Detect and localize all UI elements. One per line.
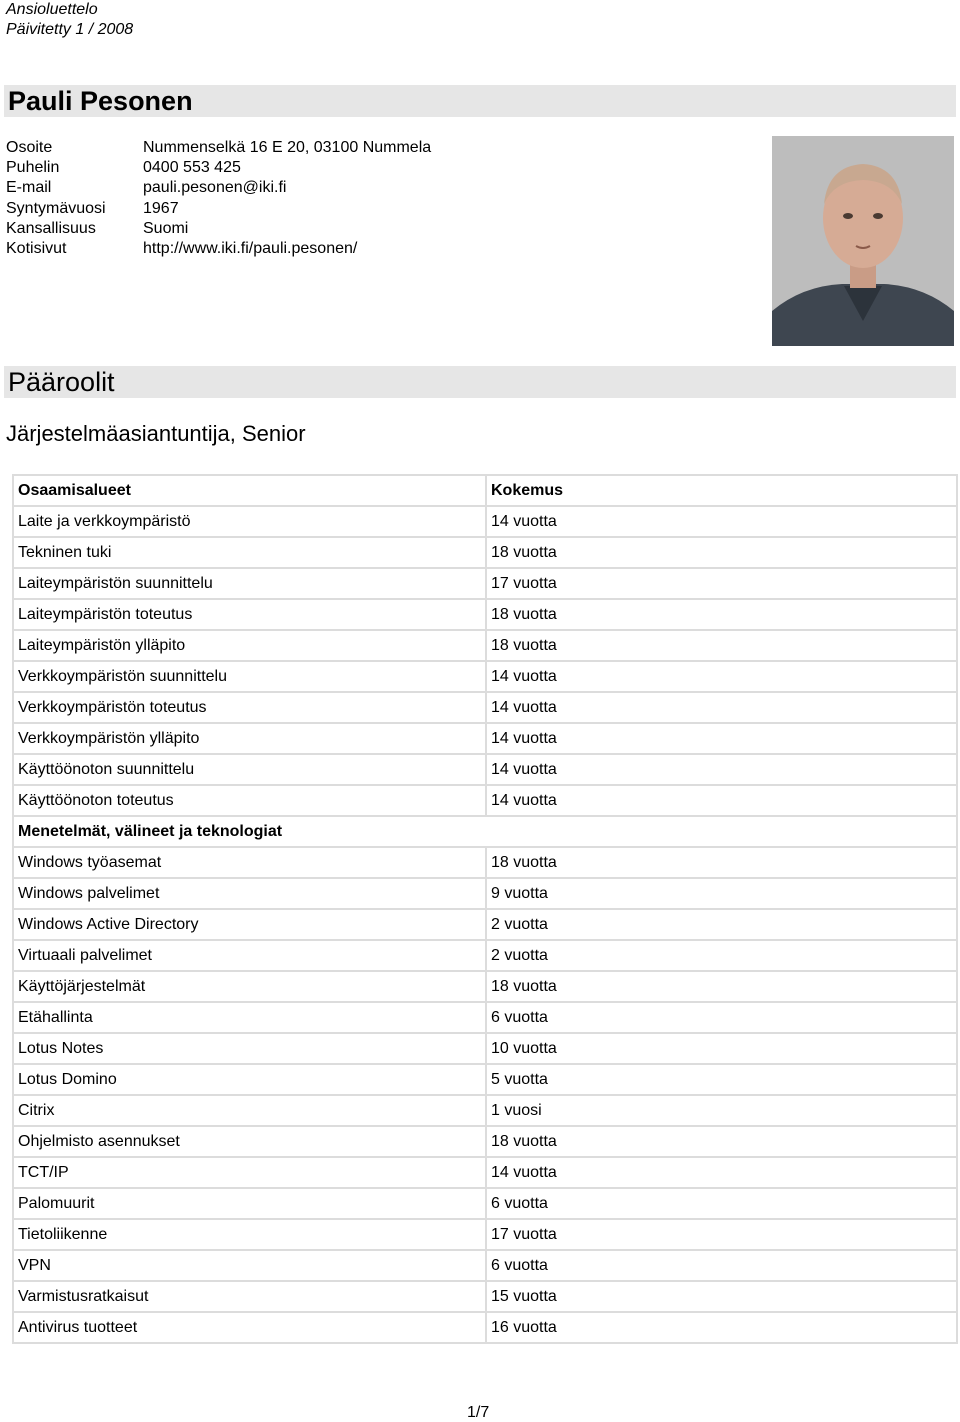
skill-area: VPN (13, 1250, 486, 1281)
portrait-illustration (772, 136, 954, 346)
skill-experience: 5 vuotta (486, 1064, 957, 1095)
table-row (13, 1188, 957, 1219)
table-row (13, 909, 957, 940)
skill-area: Windows työasemat (13, 847, 486, 878)
document-title: Ansioluettelo (6, 1, 98, 18)
skill-experience: 18 vuotta (486, 630, 957, 661)
skill-experience: 18 vuotta (486, 599, 957, 630)
skill-area: Virtuaali palvelimet (13, 940, 486, 971)
skill-area: Windows palvelimet (13, 878, 486, 909)
table-row (13, 1157, 957, 1188)
skill-experience: 16 vuotta (486, 1312, 957, 1343)
skill-area: Verkkoympäristön ylläpito (13, 723, 486, 754)
contact-value: Nummenselkä 16 E 20, 03100 Nummela (143, 139, 432, 156)
skill-experience: 17 vuotta (486, 568, 957, 599)
table-row (13, 723, 957, 754)
skill-experience: 2 vuotta (486, 940, 957, 971)
skill-experience: 18 vuotta (486, 847, 957, 878)
page-number: 1/7 (467, 1404, 490, 1421)
skill-experience: 18 vuotta (486, 1126, 957, 1157)
person-name: Pauli Pesonen (8, 86, 193, 116)
skill-area: Laiteympäristön ylläpito (13, 630, 486, 661)
skill-experience: 14 vuotta (486, 661, 957, 692)
contact-row-email (6, 178, 431, 198)
skill-area: Windows Active Directory (13, 909, 486, 940)
skill-experience: 6 vuotta (486, 1250, 957, 1281)
contact-row-address (6, 138, 431, 158)
main-roles-heading: Pääroolit (8, 367, 115, 397)
skill-area: Antivirus tuotteet (13, 1312, 486, 1343)
column-header-area: Osaamisalueet (13, 475, 486, 506)
skill-area: Lotus Notes (13, 1033, 486, 1064)
contact-label: Kansallisuus (6, 219, 96, 237)
skill-experience: 14 vuotta (486, 754, 957, 785)
table-row (13, 599, 957, 630)
skill-experience: 14 vuotta (486, 506, 957, 537)
skill-area: Citrix (13, 1095, 486, 1126)
skill-area: Verkkoympäristön suunnittelu (13, 661, 486, 692)
skill-experience: 18 vuotta (486, 537, 957, 568)
table-row (13, 1064, 957, 1095)
skill-experience: 6 vuotta (486, 1002, 957, 1033)
table-row (13, 1033, 957, 1064)
table-row (13, 878, 957, 909)
table-row (13, 1219, 957, 1250)
skill-area: Tekninen tuki (13, 537, 486, 568)
document-header (6, 0, 133, 40)
contact-value: http://www.iki.fi/pauli.pesonen/ (143, 240, 358, 258)
column-header-experience: Kokemus (486, 475, 957, 506)
skill-area: Varmistusratkaisut (13, 1281, 486, 1312)
skill-experience: 18 vuotta (486, 971, 957, 1002)
table-row (13, 1281, 957, 1312)
table-row (13, 630, 957, 661)
contact-value: 0400 553 425 (143, 159, 241, 177)
skill-area: Käyttöönoton suunnittelu (13, 754, 486, 785)
contact-label: Syntymävuosi (6, 199, 106, 217)
table-header-row (13, 475, 957, 506)
skill-area: Etähallinta (13, 1002, 486, 1033)
table-row (13, 537, 957, 568)
contact-value: pauli.pesonen@iki.fi (143, 179, 287, 197)
skill-experience: 9 vuotta (486, 878, 957, 909)
table-row (13, 1095, 957, 1126)
skills-table (12, 474, 958, 1344)
contact-info (6, 138, 431, 259)
role-title: Järjestelmäasiantuntija, Senior (6, 421, 306, 446)
skill-area: Ohjelmisto asennukset (13, 1126, 486, 1157)
table-row (13, 754, 957, 785)
skill-area: Laiteympäristön suunnittelu (13, 568, 486, 599)
skill-area: Laite ja verkkoympäristö (13, 506, 486, 537)
profile-photo (772, 136, 954, 346)
table-row (13, 1250, 957, 1281)
table-row (13, 1002, 957, 1033)
contact-value: 1967 (143, 199, 179, 217)
skill-area: Käyttöjärjestelmät (13, 971, 486, 1002)
skill-experience: 14 vuotta (486, 785, 957, 816)
contact-label: E-mail (6, 179, 52, 197)
table-row (13, 506, 957, 537)
table-row (13, 1312, 957, 1343)
skill-experience: 15 vuotta (486, 1281, 957, 1312)
contact-row-birth-year (6, 199, 431, 219)
skill-experience: 14 vuotta (486, 692, 957, 723)
table-row (13, 785, 957, 816)
skill-area: Tietoliikenne (13, 1219, 486, 1250)
table-row (13, 971, 957, 1002)
skill-experience: 14 vuotta (486, 723, 957, 754)
skill-experience: 2 vuotta (486, 909, 957, 940)
contact-value: Suomi (143, 219, 189, 237)
skill-area: Laiteympäristön toteutus (13, 599, 486, 630)
section-title: Menetelmät, välineet ja teknologiat (13, 816, 957, 847)
skill-experience: 14 vuotta (486, 1157, 957, 1188)
contact-label: Kotisivut (6, 240, 67, 258)
name-band (4, 85, 956, 117)
skill-experience: 17 vuotta (486, 1219, 957, 1250)
table-row (13, 1126, 957, 1157)
skill-area: Palomuurit (13, 1188, 486, 1219)
skill-experience: 10 vuotta (486, 1033, 957, 1064)
table-row (13, 847, 957, 878)
contact-row-homepage (6, 239, 431, 259)
skill-area: Käyttöönoton toteutus (13, 785, 486, 816)
table-row (13, 940, 957, 971)
table-row (13, 692, 957, 723)
contact-label: Puhelin (6, 159, 60, 177)
main-roles-band (4, 366, 956, 398)
section-header-row (13, 816, 957, 847)
skill-experience: 1 vuosi (486, 1095, 957, 1126)
table-row (13, 661, 957, 692)
updated-date: Päivitetty 1 / 2008 (6, 21, 134, 38)
contact-row-phone (6, 158, 431, 178)
skill-area: TCT/IP (13, 1157, 486, 1188)
skill-experience: 6 vuotta (486, 1188, 957, 1219)
contact-label: Osoite (6, 139, 53, 156)
skill-area: Verkkoympäristön toteutus (13, 692, 486, 723)
table-row (13, 568, 957, 599)
contact-row-nationality (6, 219, 431, 239)
skill-area: Lotus Domino (13, 1064, 486, 1095)
